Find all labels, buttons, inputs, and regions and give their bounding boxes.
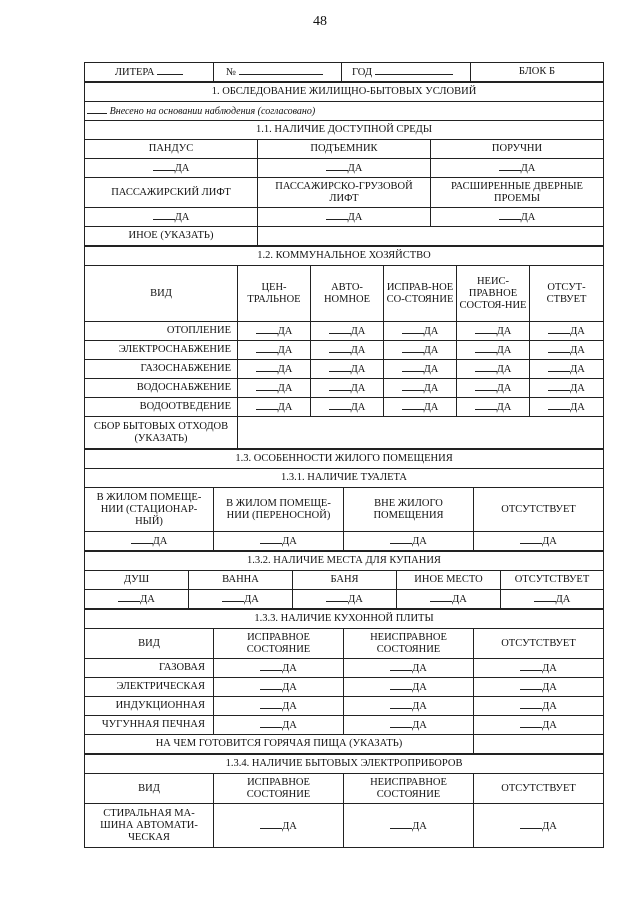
yes-field[interactable]: ДА: [238, 379, 311, 398]
row-label: ГАЗОСНАБЖЕНИЕ: [85, 360, 238, 379]
yes-field[interactable]: ДА: [530, 322, 604, 341]
yes-field[interactable]: ДА: [311, 360, 384, 379]
yes-field[interactable]: ДА: [474, 532, 604, 551]
wide-doors-label: РАСШИРЕННЫЕ ДВЕРНЫЕ ПРОЕМЫ: [431, 178, 604, 208]
yes-field[interactable]: ДА: [293, 590, 397, 609]
row-label: ЧУГУННАЯ ПЕЧНАЯ: [85, 716, 214, 735]
yes-field[interactable]: ДА: [530, 398, 604, 417]
yes-field[interactable]: ДА: [474, 716, 604, 735]
section-1-3-title: 1.3. ОСОБЕННОСТИ ЖИЛОГО ПОМЕЩЕНИЯ: [85, 450, 604, 469]
yes-field[interactable]: ДА: [311, 322, 384, 341]
section-1-3-3-table: [84, 609, 604, 754]
table-row: [85, 716, 604, 735]
col-broken-header: НЕИС-ПРАВНОЕ СОСТОЯ-НИЕ: [457, 266, 530, 322]
yes-field[interactable]: ДА: [344, 659, 474, 678]
table-row: [85, 398, 604, 417]
cargo-lift-label: ПАССАЖИРСКО-ГРУЗОВОЙ ЛИФТ: [258, 178, 431, 208]
handrails-label: ПОРУЧНИ: [431, 140, 604, 159]
shower-header: ДУШ: [85, 571, 189, 590]
appliance-broken-header: НЕИСПРАВНОЕ СОСТОЯНИЕ: [344, 774, 474, 804]
row-label: СТИРАЛЬНАЯ МА-ШИНА АВТОМАТИ-ЧЕСКАЯ: [85, 804, 214, 848]
section-1-3-4-title: 1.3.4. НАЛИЧИЕ БЫТОВЫХ ЭЛЕКТРОПРИБОРОВ: [85, 755, 604, 774]
lift-platform-yes-field[interactable]: ДА: [258, 159, 431, 178]
number-field[interactable]: №: [214, 63, 342, 82]
passenger-lift-yes-field[interactable]: ДА: [85, 208, 258, 227]
yes-field[interactable]: ДА: [474, 697, 604, 716]
section-1-3-3-title: 1.3.3. НАЛИЧИЕ КУХОННОЙ ПЛИТЫ: [85, 610, 604, 629]
wide-doors-yes-field[interactable]: ДА: [431, 208, 604, 227]
survey-form: [84, 62, 603, 848]
table-row: [85, 341, 604, 360]
appliance-working-header: ИСПРАВНОЕ СОСТОЯНИЕ: [214, 774, 344, 804]
yes-field[interactable]: ДА: [457, 360, 530, 379]
col-central-header: ЦЕН-ТРАЛЬНОЕ: [238, 266, 311, 322]
passenger-lift-label: ПАССАЖИРСКИЙ ЛИФТ: [85, 178, 258, 208]
table-row: [85, 804, 604, 848]
toilet-outside-header: ВНЕ ЖИЛОГО ПОМЕЩЕНИЯ: [344, 488, 474, 532]
bath-header: ВАННА: [189, 571, 293, 590]
yes-field[interactable]: ДА: [214, 678, 344, 697]
ramp-label: ПАНДУС: [85, 140, 258, 159]
yes-field[interactable]: ДА: [474, 804, 604, 848]
row-label: ВОДООТВЕДЕНИЕ: [85, 398, 238, 417]
absent-header: ОТСУТСТВУЕТ: [501, 571, 604, 590]
appliance-type-header: ВИД: [85, 774, 214, 804]
yes-field[interactable]: ДА: [384, 360, 457, 379]
stove-working-header: ИСПРАВНОЕ СОСТОЯНИЕ: [214, 629, 344, 659]
yes-field[interactable]: ДА: [214, 716, 344, 735]
lift-platform-label: ПОДЪЕМНИК: [258, 140, 431, 159]
yes-field[interactable]: ДА: [344, 697, 474, 716]
table-row: [85, 697, 604, 716]
yes-field[interactable]: ДА: [474, 659, 604, 678]
other-place-header: ИНОЕ МЕСТО: [397, 571, 501, 590]
section-1-3-1-title: 1.3.1. НАЛИЧИЕ ТУАЛЕТА: [85, 469, 604, 488]
row-label: ЭЛЕКТРИЧЕСКАЯ: [85, 678, 214, 697]
col-working-header: ИСПРАВ-НОЕ СО-СТОЯНИЕ: [384, 266, 457, 322]
yes-field[interactable]: ДА: [384, 398, 457, 417]
waste-label: СБОР БЫТОВЫХ ОТХОДОВ (УКАЗАТЬ): [85, 417, 238, 449]
yes-field[interactable]: ДА: [85, 590, 189, 609]
section-1-2-table: [84, 246, 604, 449]
table-row: [85, 678, 604, 697]
yes-field[interactable]: ДА: [214, 804, 344, 848]
yes-field[interactable]: ДА: [344, 716, 474, 735]
section-1-3-1-table: [84, 449, 604, 551]
yes-field[interactable]: ДА: [397, 590, 501, 609]
stove-broken-header: НЕИСПРАВНОЕ СОСТОЯНИЕ: [344, 629, 474, 659]
hot-food-label: НА ЧЕМ ГОТОВИТСЯ ГОРЯЧАЯ ПИЩА (УКАЗАТЬ): [85, 735, 474, 754]
yes-field[interactable]: ДА: [311, 341, 384, 360]
yes-field[interactable]: ДА: [530, 360, 604, 379]
yes-field[interactable]: ДА: [238, 398, 311, 417]
section-1-1-title: 1.1. НАЛИЧИЕ ДОСТУПНОЙ СРЕДЫ: [85, 121, 604, 140]
row-label: ИНДУКЦИОННАЯ: [85, 697, 214, 716]
yes-field[interactable]: ДА: [238, 341, 311, 360]
yes-field[interactable]: ДА: [384, 379, 457, 398]
header-table: [84, 62, 604, 82]
col-autonomous-header: АВТО-НОМНОЕ: [311, 266, 384, 322]
yes-field[interactable]: ДА: [214, 659, 344, 678]
yes-field[interactable]: ДА: [501, 590, 604, 609]
hot-food-field[interactable]: [474, 735, 604, 754]
yes-field[interactable]: ДА: [214, 697, 344, 716]
yes-field[interactable]: ДА: [85, 532, 214, 551]
table-row: [85, 379, 604, 398]
row-label: ВОДОСНАБЖЕНИЕ: [85, 379, 238, 398]
col-type-header: ВИД: [85, 266, 238, 322]
yes-field[interactable]: ДА: [457, 341, 530, 360]
yes-field[interactable]: ДА: [344, 804, 474, 848]
stove-absent-header: ОТСУТСТВУЕТ: [474, 629, 604, 659]
sauna-header: БАНЯ: [293, 571, 397, 590]
stove-type-header: ВИД: [85, 629, 214, 659]
table-row: [85, 322, 604, 341]
waste-field[interactable]: [238, 417, 604, 449]
yes-field[interactable]: ДА: [384, 322, 457, 341]
other-field[interactable]: [258, 227, 604, 246]
toilet-stationary-header: В ЖИЛОМ ПОМЕЩЕ-НИИ (СТАЦИОНАР-НЫЙ): [85, 488, 214, 532]
yes-field[interactable]: ДА: [474, 678, 604, 697]
yes-field[interactable]: ДА: [344, 532, 474, 551]
section-1-3-2-table: [84, 551, 604, 609]
yes-field[interactable]: ДА: [238, 322, 311, 341]
section-1-3-2-title: 1.3.2. НАЛИЧИЕ МЕСТА ДЛЯ КУПАНИЯ: [85, 552, 604, 571]
observation-note[interactable]: Внесено на основании наблюдения (согласовано): [85, 102, 604, 121]
yes-field[interactable]: ДА: [189, 590, 293, 609]
row-label: ГАЗОВАЯ: [85, 659, 214, 678]
yes-field[interactable]: ДА: [344, 678, 474, 697]
section-1-3-4-table: [84, 754, 604, 848]
page-number: 48: [313, 14, 327, 29]
yes-field[interactable]: ДА: [214, 532, 344, 551]
yes-field[interactable]: ДА: [457, 398, 530, 417]
col-absent-header: ОТСУТ-СТВУЕТ: [530, 266, 604, 322]
cargo-lift-yes-field[interactable]: ДА: [258, 208, 431, 227]
toilet-portable-header: В ЖИЛОМ ПОМЕЩЕ-НИИ (ПЕРЕНОСНОЙ): [214, 488, 344, 532]
appliance-absent-header: ОТСУТСТВУЕТ: [474, 774, 604, 804]
yes-field[interactable]: ДА: [530, 379, 604, 398]
section-1-table: [84, 82, 604, 246]
row-label: ОТОПЛЕНИЕ: [85, 322, 238, 341]
yes-field[interactable]: ДА: [384, 341, 457, 360]
ramp-yes-field[interactable]: ДА: [85, 159, 258, 178]
yes-field[interactable]: ДА: [530, 341, 604, 360]
yes-field[interactable]: ДА: [311, 379, 384, 398]
yes-field[interactable]: ДА: [238, 360, 311, 379]
yes-field[interactable]: ДА: [457, 379, 530, 398]
block-label: БЛОК Б: [471, 63, 604, 82]
year-field[interactable]: ГОД: [342, 63, 471, 82]
row-label: ЭЛЕКТРОСНАБЖЕНИЕ: [85, 341, 238, 360]
section-1-title: 1. ОБСЛЕДОВАНИЕ ЖИЛИЩНО-БЫТОВЫХ УСЛОВИЙ: [85, 83, 604, 102]
handrails-yes-field[interactable]: ДА: [431, 159, 604, 178]
toilet-absent-header: ОТСУТСТВУЕТ: [474, 488, 604, 532]
yes-field[interactable]: ДА: [311, 398, 384, 417]
section-1-2-title: 1.2. КОММУНАЛЬНОЕ ХОЗЯЙСТВО: [85, 247, 604, 266]
yes-field[interactable]: ДА: [457, 322, 530, 341]
table-row: [85, 659, 604, 678]
litera-field[interactable]: ЛИТЕРА: [85, 63, 214, 82]
other-label: ИНОЕ (УКАЗАТЬ): [85, 227, 258, 246]
table-row: [85, 360, 604, 379]
